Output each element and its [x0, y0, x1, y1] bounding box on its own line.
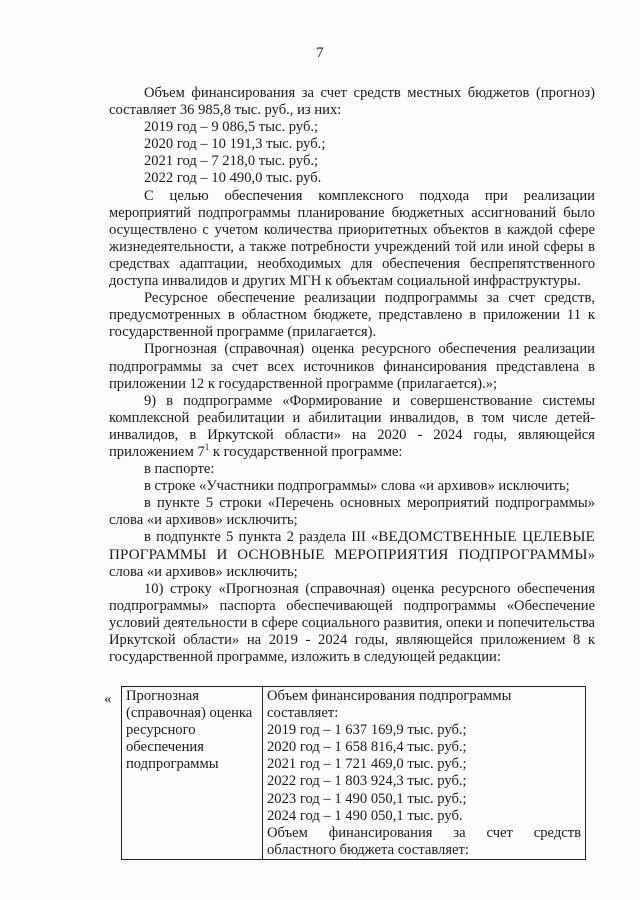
funding-line: 2023 год – 1 490 050,1 тыс. руб.; — [267, 790, 467, 807]
table-right-cell — [263, 687, 586, 860]
paragraph-measures-row: в пункте 5 строки «Перечень основных мероприятий подпрограммы» слова «и архивов» исключить; — [109, 495, 595, 529]
paragraph-item-9 — [109, 393, 595, 461]
page-number: 7 — [316, 45, 324, 61]
funding-line: 2022 год – 1 803 924,3 тыс. руб.; — [267, 773, 467, 790]
paragraph-local-budget: Объем финансирования за счет средств местных бюджетов (прогноз) составляет 36 985,8 тыс. руб., из них: — [109, 85, 595, 119]
year-line-2021: 2021 год – 7 218,0 тыс. руб.; — [144, 153, 319, 170]
paragraph-resource-provision: Ресурсное обеспечение реализации подпрограммы за счет средств, предусмотренных в областном бюджете, представлено в приложении 11 к государственной программе (прилагается). — [109, 290, 595, 341]
section-iii-tail: » слова «и архивов» исключить; — [109, 546, 595, 580]
passport-table — [121, 686, 586, 860]
funding-line: 2024 год – 1 490 050,1 тыс. руб. — [267, 807, 463, 824]
table-open-quote: « — [104, 691, 112, 707]
section-iii-caps-title: ВЕДОМСТВЕННЫЕ ЦЕЛЕВЫЕ ПРОГРАММЫ И ОСНОВНЫЕ МЕРОПРИЯТИЯ ПОДПРОГРАММЫ — [109, 529, 595, 563]
paragraph-section-iii — [109, 529, 595, 580]
funding-line: 2021 год – 1 721 469,0 тыс. руб.; — [267, 756, 467, 773]
funding-line: 2020 год – 1 658 816,4 тыс. руб.; — [267, 739, 467, 756]
document-body — [109, 85, 595, 666]
paragraph-item-10: 10) строку «Прогнозная (справочная) оценка ресурсного обеспечения подпрограммы» паспорта обеспечивающей подпрограммы «Обеспечение условий деятельности в сфере социального развития, опеки и попечительства Иркутской области» на 2019 - 2024 годы, являющейся приложением 8 к государственной программе, изложить в следующей редакции: — [109, 580, 595, 666]
year-line-2020: 2020 год – 10 191,3 тыс. руб.; — [144, 136, 326, 153]
funding-line: Объем финансирования подпрограммы составляет: — [267, 688, 512, 722]
item-9-tail: к государственной программе: — [209, 443, 403, 460]
paragraph-complex-approach: С целью обеспечения комплексного подхода при реализации мероприятий подпрограммы планирование бюджетных ассигнований было осуществлено с учетом количества приоритетных объектов в каждой сфере жизнедеятельности, а также потребности учреждений той или иной сферы в средствах адаптации, необходимых для обеспечения беспрепятственного доступа инвалидов и других МГН к объектам социальной инфраструктуры. — [109, 187, 595, 290]
item-9-text: 9) в подпрограмме «Формирование и совершенствование системы комплексной реабилитации и абилитации инвалидов, в том числе детей-инвалидов, в Иркутской области» на 2020 - 2024 годы, являющейся приложением 7 — [109, 392, 595, 460]
table-left-cell: Прогнозная (справочная) оценка ресурсного обеспечения подпрограммы — [122, 687, 263, 860]
paragraph-forecast-assessment: Прогнозная (справочная) оценка ресурсного обеспечения реализации подпрограммы за счет всех источников финансирования представлена в приложении 12 к государственной программе (прилагается).»; — [109, 341, 595, 392]
section-iii-lead: в подпункте 5 пункта 2 раздела III « — [144, 529, 379, 546]
regional-budget-line: Объем финансирования за счет средств областного бюджета составляет: — [267, 824, 581, 858]
item-9-superscript: 1 — [204, 442, 210, 453]
funding-line: 2019 год – 1 637 169,9 тыс. руб.; — [267, 722, 467, 739]
paragraph-in-passport: в паспорте: — [144, 461, 215, 478]
table-row — [122, 687, 586, 860]
year-line-2022: 2022 год – 10 490,0 тыс. руб. — [144, 170, 322, 187]
paragraph-participants-row: в строке «Участники подпрограммы» слова «и архивов» исключить; — [144, 478, 570, 495]
year-line-2019: 2019 год – 9 086,5 тыс. руб.; — [144, 119, 319, 136]
